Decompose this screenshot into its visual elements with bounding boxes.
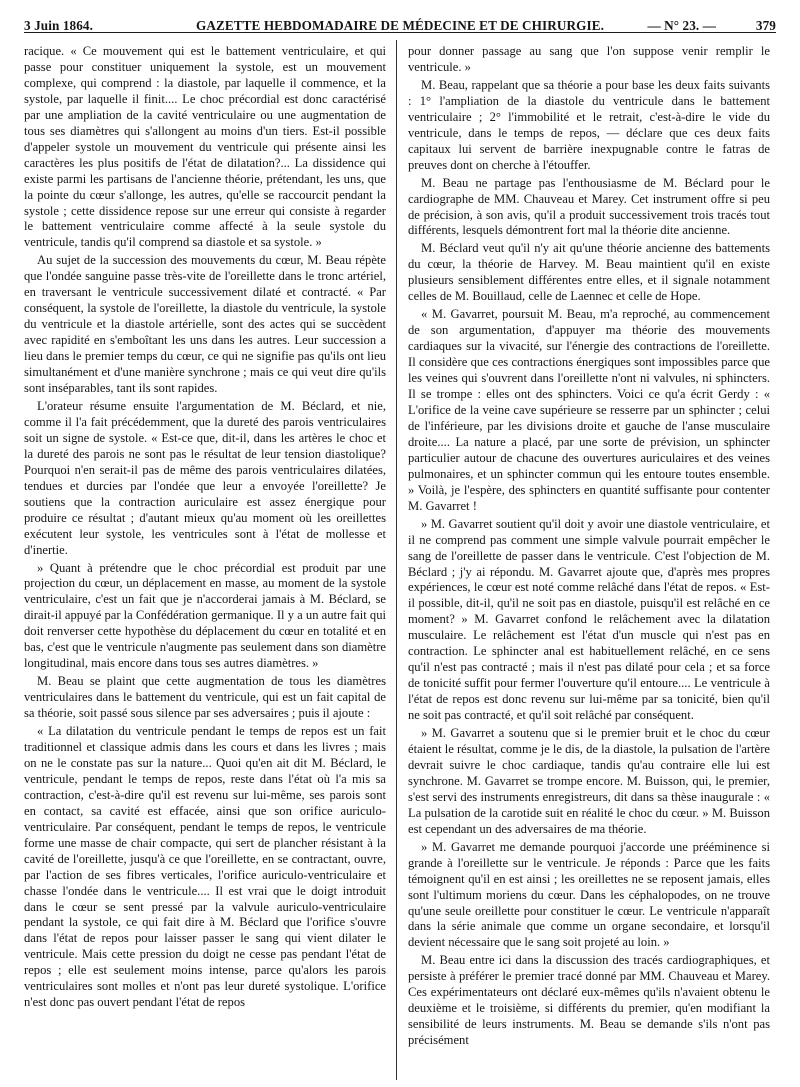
paragraph: « La dilatation du ventricule pendant le temps de repos est un fait traditionnel et classique admis dans les cours et dans les livres ; mais on ne le constate pas sur la nature... Quoi qu'en ait dit M. Béclard, le ventricule, pendant le temps de repos, reste dans l'état où l'a mis sa contraction, c'est-à-dire qu'il est revenu sur lui-même, ses parois sont en contact, sa cavité est effacée, ainsi que son orifice auriculo-ventriculaire. Par conséquent, pendant le temps de repos, le ventricule forme une masse de chair compacte, qui sert de plancher résistant à la cavité de l'oreillette, jusqu'à ce que l'oreillette, en se contractant, ouvre, par l'action de ses fibres verticales, l'orifice auriculo-ventriculaire et chasse l'ondée dans le ventricule.... Il est vrai que le doigt introduit dans le cœur se sent pressé par la valvule auriculo-ventriculaire pendant la systole, ce qui fait dire à M. Béclard que l'orifice s'ouvre dans l'état de repos pour laisser passer le sang qui vient dilater le ventricule. Mais cette pression du doigt ne cesse pas pendant l'état de repos ; elle est seulement moins intense, parce qu'alors les parois ventriculaires sont molles et n'ont pas leur dureté systolique. L'orifice n'est donc pas ouvert pendant l'état de repos	[24, 724, 386, 1010]
paragraph: racique. « Ce mouvement qui est le battement ventriculaire, et qui passe pour constituer uniquement la systole, est un mouvement complexe, qui comprend : la diastole, par laquelle il commence, et la systole, par laquelle il finit.... Le choc précordial est donc caractérisé par une ampliation de la cavité ventriculaire ou une augmentation de tous ses diamètres qui s'allongent au moins d'un tiers. Est-il possible d'appeler systole un mouvement du ventricule qui présente ainsi les caractères les plus positifs de l'état de dilatation?... La dissidence qui existe parmi les partisans de l'ancienne théorie, prétendant, les uns, que la pointe du cœur s'allonge, les autres, qu'elle se raccourcit pendant la systole ; cette dissidence repose sur une erreur qui consiste à regarder le battement ventriculaire comme affecté à la seule systole du ventricule, tandis qu'il comprend sa diastole et sa systole. »	[24, 44, 386, 250]
issue-number: — N° 23. —	[647, 18, 716, 33]
paragraph: « M. Gavarret, poursuit M. Beau, m'a reproché, au commencement de son argumentation, d'appuyer ma théorie des mouvements cardiaques sur la vivacité, sur l'énergie des contractions de l'oreillette. Il considère que ces contractions énergiques sont impossibles parce que les veines qui s'ouvrent dans l'oreillette n'ont ni valvules, ni sphincters. Il se trompe : elles ont des sphincters. Voici ce qu'a écrit Gerdy : « L'orifice de la veine cave supérieure se resserre par un sphincter ; celui de l'inférieure, par les divisions droite et gauche de l'anse musculaire droite.... La nature a placé, par une sorte de prévision, un sphincter particulier autour de chacune des ouvertures auriculaires et des veines pulmonaires, et un sphincter commun qui les entoure toutes ensemble. » Voilà, je l'espère, des sphincters en quantité suffisante pour contenter M. Gavarret !	[408, 307, 770, 513]
right-column	[408, 44, 770, 1080]
paragraph: M. Béclard veut qu'il n'y ait qu'une théorie ancienne des battements du cœur, la théorie de Harvey. M. Beau maintient qu'il en existe plusieurs sensiblement différentes entre elles, et il signale notamment celles de M. Bouillaud, celle de Laennec et celle de Hope.	[408, 241, 770, 304]
paragraph: M. Beau se plaint que cette augmentation de tous les diamètres ventriculaires dans le battement du ventricule, qui est un fait capital de sa théorie, soit passé sous silence par ses adversaires ; puis il ajoute :	[24, 674, 386, 721]
paragraph: pour donner passage au sang que l'on suppose venir remplir le ventricule. »	[408, 44, 770, 74]
left-column	[24, 44, 386, 1080]
issue-date: 3 Juin 1864.	[24, 18, 93, 33]
paragraph: M. Beau entre ici dans la discussion des tracés cardiographiques, et persiste à préférer le premier tracé donné par MM. Chauveau et Marey. Ces expérimentateurs ont déclaré eux-mêmes qu'ils n'avaient obtenu le deuxième et le troisième, si différents du premier, qu'en modifiant la sensibilité de leurs instruments. M. Beau se demande s'ils n'ont pas précisément	[408, 953, 770, 1048]
paragraph: Au sujet de la succession des mouvements du cœur, M. Beau répète que l'ondée sanguine passe très-vite de l'oreillette dans le tronc artériel, en traversant le ventricule successivement dilaté et contracté. « Par conséquent, la systole de l'oreillette, la diastole du ventricule, la systole du ventricule et la diastole artérielle, sont des actes qui se succèdent avec rapidité en s'emboîtant les uns dans les autres. Leur succession a lieu dans le premier temps du cœur, ce qui ne signifie pas qu'ils ont lieu simultanément et d'une manière synchrone ; mais ce qui veut dire qu'ils sont inséparables, tant ils sont rapides.	[24, 253, 386, 396]
paragraph: » M. Gavarret soutient qu'il doit y avoir une diastole ventriculaire, et il ne comprend pas comment une simple valvule pourrait empêcher le sang de l'oreillette de passer dans le ventricule. C'est l'objection de M. Béclard ; j'y ai répondu. M. Gavarret ajoute que, d'après mes propres expériences, le cœur est noté comme relâché dans l'état de repos. « Est-il possible, dit-il, qu'il ne soit pas en diastole, puisqu'il est relâché en ce moment? » M. Gavarret confond le relâchement avec la dilatation musculaire. Le relâchement est l'état d'un muscle qui n'est pas en contraction. Le sphincter anal est habituellement relâché, en ce sens qu'il n'est pas contracté ; mais il n'est pas dilaté pour cela ; et sa force de tonicité suffit pour fermer l'ouverture qu'il entoure.... Le ventricule à l'état de repos est donc revenu sur lui-même par sa tonicité, bien qu'il ne soit pas contracté, et qu'il soit relâché par conséquent.	[408, 516, 770, 723]
paragraph: » M. Gavarret me demande pourquoi j'accorde une prééminence si grande à l'oreillette sur le ventricule. Je réponds : Parce que les faits témoignent qu'il en est ainsi ; les oreillettes ne se reposent jamais, elles sont l'ultimum moriens du cœur. Dans les céphalopodes, on ne trouve qu'une seule oreillette pour constituer le cœur. Le ventricule n'apparaît dans la série animale que comme un organe secondaire, et lorsqu'il devient nécessaire que le sang soit projeté au loin. »	[408, 839, 770, 950]
paragraph: M. Beau ne partage pas l'enthousiasme de M. Béclard pour le cardiographe de MM. Chauveau et Marey. Cet instrument offre si peu de précision, à son avis, qu'il a produit successivement trois tracés tout différents, lesquels démontrent fort mal la théorie dite ancienne.	[408, 175, 770, 238]
column-divider	[396, 40, 397, 1080]
paragraph: » M. Gavarret a soutenu que si le premier bruit et le choc du cœur étaient le résultat, comme je le dis, de la diastole, la pulsation de l'artère devrait suivre le choc cardiaque, tandis qu'au contraire elle lui est synchrone. M. Gavarret se trompe encore. M. Buisson, qui, le premier, s'est servi des instruments enregistreurs, dit dans sa thèse inaugurale : « La pulsation de la carotide suit en réalité le choc du cœur. » M. Buisson est cependant un des adversaires de ma théorie.	[408, 726, 770, 836]
paragraph: L'orateur résume ensuite l'argumentation de M. Béclard, et nie, comme il l'a fait précédemment, que la dureté des parois ventriculaires soit un signe de systole. « Est-ce que, dit-il, dans les artères le choc et la dureté des parois ne sont pas le résultat de leur tension diastolique? Pourquoi n'en serait-il pas de même des parois ventriculaires dilatées, tendues et durcies par l'ondée que leur a envoyée l'oreillette? Je soutiens que la contraction auriculaire est assez énergique pour produire ce résultat ; d'autant mieux qu'au moment où les oreillettes exécutent leur systole, les ventricules sont à l'état de mollesse et d'inertie.	[24, 398, 386, 557]
paragraph: M. Beau, rappelant que sa théorie a pour base les deux faits suivants : 1° l'ampliation de la diastole du ventricule dans le battement ventriculaire ; 2° l'immobilité et le retrait, c'est-à-dire le vide du ventricule, dans le temps de repos, — déclare que ces deux faits capitaux lui servent de barrière inexpugnable contre le fatras de preuves dont on cherche à l'étouffer.	[408, 77, 770, 172]
page-number: 379	[755, 18, 776, 33]
page-header	[24, 8, 776, 33]
journal-title: GAZETTE HEBDOMADAIRE DE MÉDECINE ET DE CHIRURGIE.	[195, 18, 605, 33]
paragraph: » Quant à prétendre que le choc précordial est produit par une projection du cœur, un déplacement en masse, au moment de la systole ventriculaire, c'est un fait que je n'accorderai jamais à M. Béclard, se dirait-il appuyé par la Confédération germanique. Il y a un autre fait qui doit renverser cette hypothèse du déplacement du cœur en totalité et en bas, c'est que le ventricule n'augmente pas seulement dans son diamètre longitudinal, mais encore dans tous ses autres diamètres. »	[24, 560, 386, 671]
